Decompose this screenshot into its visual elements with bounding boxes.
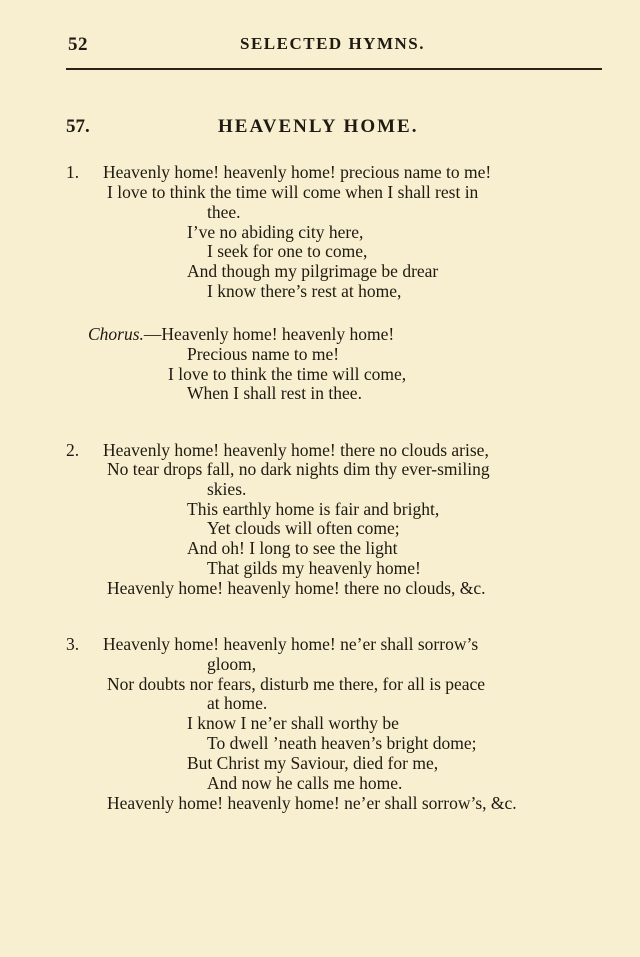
hymn-title: HEAVENLY HOME.	[218, 116, 419, 137]
verse-number: 1.	[66, 162, 80, 182]
verse-line: That gilds my heavenly home!	[207, 558, 421, 578]
verse-line: Heavenly home! heavenly home! precious name to me!	[103, 162, 492, 182]
verse-line: I know I ne’er shall worthy be	[187, 713, 399, 733]
verse-line: And though my pilgrimage be drear	[187, 261, 439, 281]
header-rule	[66, 68, 602, 70]
verse-refrain: Heavenly home! heavenly home! there no clouds, &c.	[107, 578, 486, 598]
verse-line: To dwell ’neath heaven’s bright dome;	[207, 733, 477, 753]
verse-line: Yet clouds will often come;	[207, 518, 400, 538]
verse-line: But Christ my Saviour, died for me,	[187, 753, 439, 773]
running-title: SELECTED HYMNS.	[240, 34, 425, 53]
verse-line: This earthly home is fair and bright,	[187, 499, 440, 519]
verse-refrain: Heavenly home! heavenly home! ne’er shall sorrow’s, &c.	[107, 793, 517, 813]
verse-line: thee.	[207, 202, 241, 222]
chorus-line: I love to think the time will come,	[168, 364, 407, 384]
verse-line: I seek for one to come,	[207, 241, 368, 261]
verse-line: I love to think the time will come when I shall rest in	[107, 182, 479, 202]
verse-line: Heavenly home! heavenly home! ne’er shall sorrow’s	[103, 634, 479, 654]
chorus-line: When I shall rest in thee.	[187, 383, 362, 403]
chorus-first-line	[88, 324, 394, 344]
verse-line: at home.	[207, 693, 268, 713]
verse-number: 2.	[66, 440, 80, 460]
verse-line: And now he calls me home.	[207, 773, 403, 793]
verse-line: I know there’s rest at home,	[207, 281, 402, 301]
verse-line: No tear drops fall, no dark nights dim thy ever-smiling	[107, 459, 490, 479]
verse-line: I’ve no abiding city here,	[187, 222, 364, 242]
verse-number: 3.	[66, 634, 80, 654]
chorus-line: —Heavenly home! heavenly home!	[143, 324, 395, 344]
verse-line: skies.	[207, 479, 247, 499]
verse-line: And oh! I long to see the light	[187, 538, 398, 558]
verse-line: Nor doubts nor fears, disturb me there, for all is peace	[107, 674, 486, 694]
page-number: 52	[68, 34, 88, 55]
chorus-line: Precious name to me!	[187, 344, 340, 364]
hymn-number: 57.	[66, 116, 90, 137]
chorus-label: Chorus.	[88, 324, 144, 344]
verse-line: Heavenly home! heavenly home! there no clouds arise,	[103, 440, 489, 460]
verse-line: gloom,	[207, 654, 257, 674]
